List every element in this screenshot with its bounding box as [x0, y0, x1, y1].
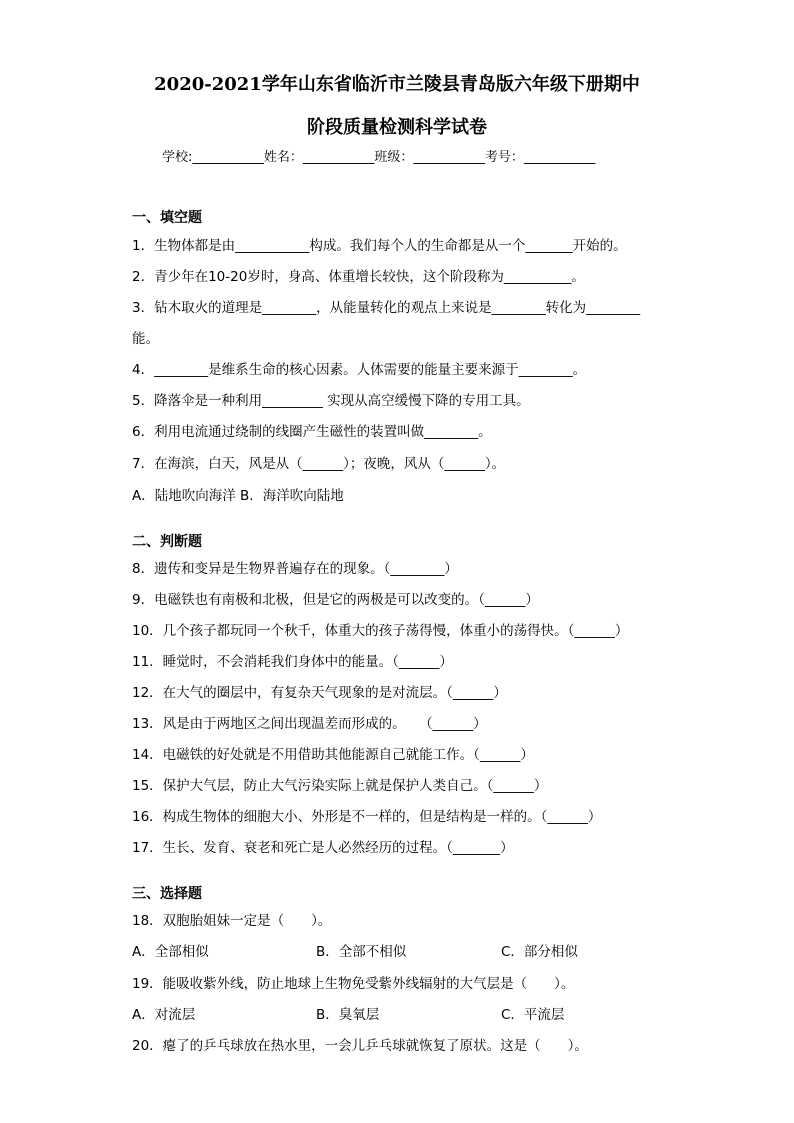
- section-judge-heading: 二、判断题: [132, 534, 202, 550]
- question-3: 3．钻木取火的道理是________，从能量转化的观点上来说是________转化为________: [132, 300, 641, 316]
- question-12: 12．在大气的圈层中，有复杂天气现象的是对流层。（______）: [132, 685, 507, 701]
- question-19-option-c: C．平流层: [501, 1007, 565, 1023]
- question-2: 2．青少年在10-20岁时，身高、体重增长较快，这个阶段称为__________。: [132, 269, 585, 285]
- question-18-option-b: B．全部不相似: [316, 944, 407, 960]
- question-18-option-c: C．部分相似: [501, 944, 578, 960]
- question-19: 19．能吸收紫外线，防止地球上生物免受紫外线辐射的大气层是（ ）。: [132, 976, 575, 992]
- question-1: 1．生物体都是由___________构成。我们每个人的生命都是从一个_______开始的。: [132, 238, 627, 254]
- question-4: 4．________是维系生命的核心因素。人体需要的能量主要来源于________。: [132, 362, 587, 378]
- exam-title-line1: 2020-2021学年山东省临沂市兰陵县青岛版六年级下册期中: [154, 74, 640, 95]
- question-8: 8．遗传和变异是生物界普遍存在的现象。（________）: [132, 561, 458, 577]
- question-10: 10．几个孩子都玩同一个秋千，体重大的孩子荡得慢，体重小的荡得快。（______）: [132, 623, 629, 639]
- section-fill-heading: 一、填空题: [132, 210, 202, 226]
- question-9: 9．电磁铁也有南极和北极，但是它的两极是可以改变的。（______）: [132, 592, 539, 608]
- question-19-option-b: B．臭氧层: [316, 1007, 380, 1023]
- question-18: 18．双胞胎姐妹一定是（ ）。: [132, 913, 332, 929]
- question-17: 17．生长、发育、衰老和死亡是人必然经历的过程。（_______）: [132, 840, 514, 856]
- question-18-option-a: A．全部相似: [132, 944, 209, 960]
- question-13: 13．风是由于两地区之间出现温差而形成的。 （______）: [132, 716, 487, 732]
- question-20: 20．瘪了的乒乓球放在热水里，一会儿乒乓球就恢复了原状。这是（ ）。: [132, 1038, 588, 1054]
- question-15: 15．保护大气层，防止大气污染实际上就是保护人类自己。（______）: [132, 778, 548, 794]
- question-6: 6．利用电流通过绕制的线圈产生磁性的装置叫做________。: [132, 424, 492, 440]
- question-16: 16．构成生物体的细胞大小、外形是不一样的，但是结构是一样的。（______）: [132, 809, 602, 825]
- question-5: 5．降落伞是一种利用_________ 实现从高空缓慢下降的专用工具。: [132, 393, 530, 409]
- section-choice-heading: 三、选择题: [132, 886, 202, 902]
- question-19-option-a: A．对流层: [132, 1007, 196, 1023]
- question-14: 14．电磁铁的好处就是不用借助其他能源自己就能工作。（______）: [132, 747, 534, 763]
- question-7: 7．在海滨，白天，风是从（______）；夜晚，风从（______）。: [132, 456, 506, 472]
- question-11: 11．睡觉时，不会消耗我们身体中的能量。（______）: [132, 654, 453, 670]
- student-info-line: 学校:___________姓名：___________班级：___________考号：___________: [162, 150, 596, 165]
- exam-title-line2: 阶段质量检测科学试卷: [307, 117, 487, 138]
- question-3-continued: 能。: [132, 331, 159, 347]
- question-7-options: A．陆地吹向海洋 B．海洋吹向陆地: [132, 488, 344, 504]
